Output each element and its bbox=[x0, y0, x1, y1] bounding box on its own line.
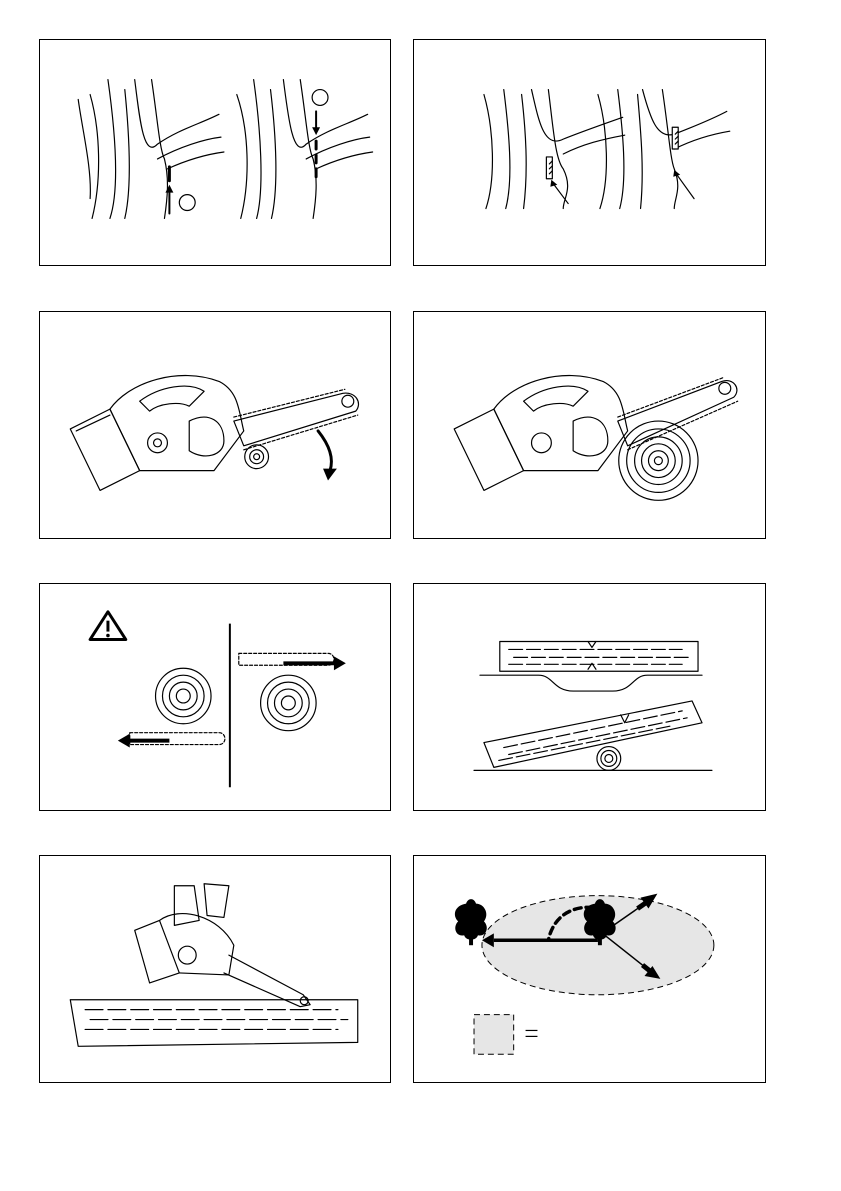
figure-saw-small-log bbox=[39, 311, 391, 539]
figure-operator-cutting bbox=[39, 855, 391, 1083]
log-icon bbox=[156, 668, 212, 724]
kickback-drawing bbox=[40, 584, 390, 810]
operator-drawing bbox=[40, 856, 390, 1082]
figure-kickback-warning bbox=[39, 583, 391, 811]
felling-zone-drawing bbox=[414, 856, 765, 1082]
figure-saw-large-log bbox=[413, 311, 766, 539]
figure-log-tension bbox=[413, 583, 766, 811]
tree-stub-drawing bbox=[414, 40, 765, 265]
tree-icon bbox=[455, 899, 487, 945]
chain-saw-icon bbox=[414, 312, 765, 538]
log-icon bbox=[597, 747, 621, 771]
log-icon bbox=[619, 421, 698, 500]
figure-branch-stub-positions bbox=[413, 39, 766, 266]
log-icon bbox=[261, 675, 317, 731]
callout-circle-a bbox=[179, 195, 195, 211]
warning-triangle-icon bbox=[90, 612, 126, 640]
chain-saw-icon bbox=[40, 312, 390, 538]
legend-zone-swatch bbox=[474, 1015, 514, 1055]
figure-felling-zone bbox=[413, 855, 766, 1083]
log-tension-drawing bbox=[414, 584, 765, 810]
callout-circle-b bbox=[312, 90, 328, 106]
figure-branch-cut-sequence bbox=[39, 39, 391, 266]
tree-trunks-drawing bbox=[40, 40, 390, 265]
